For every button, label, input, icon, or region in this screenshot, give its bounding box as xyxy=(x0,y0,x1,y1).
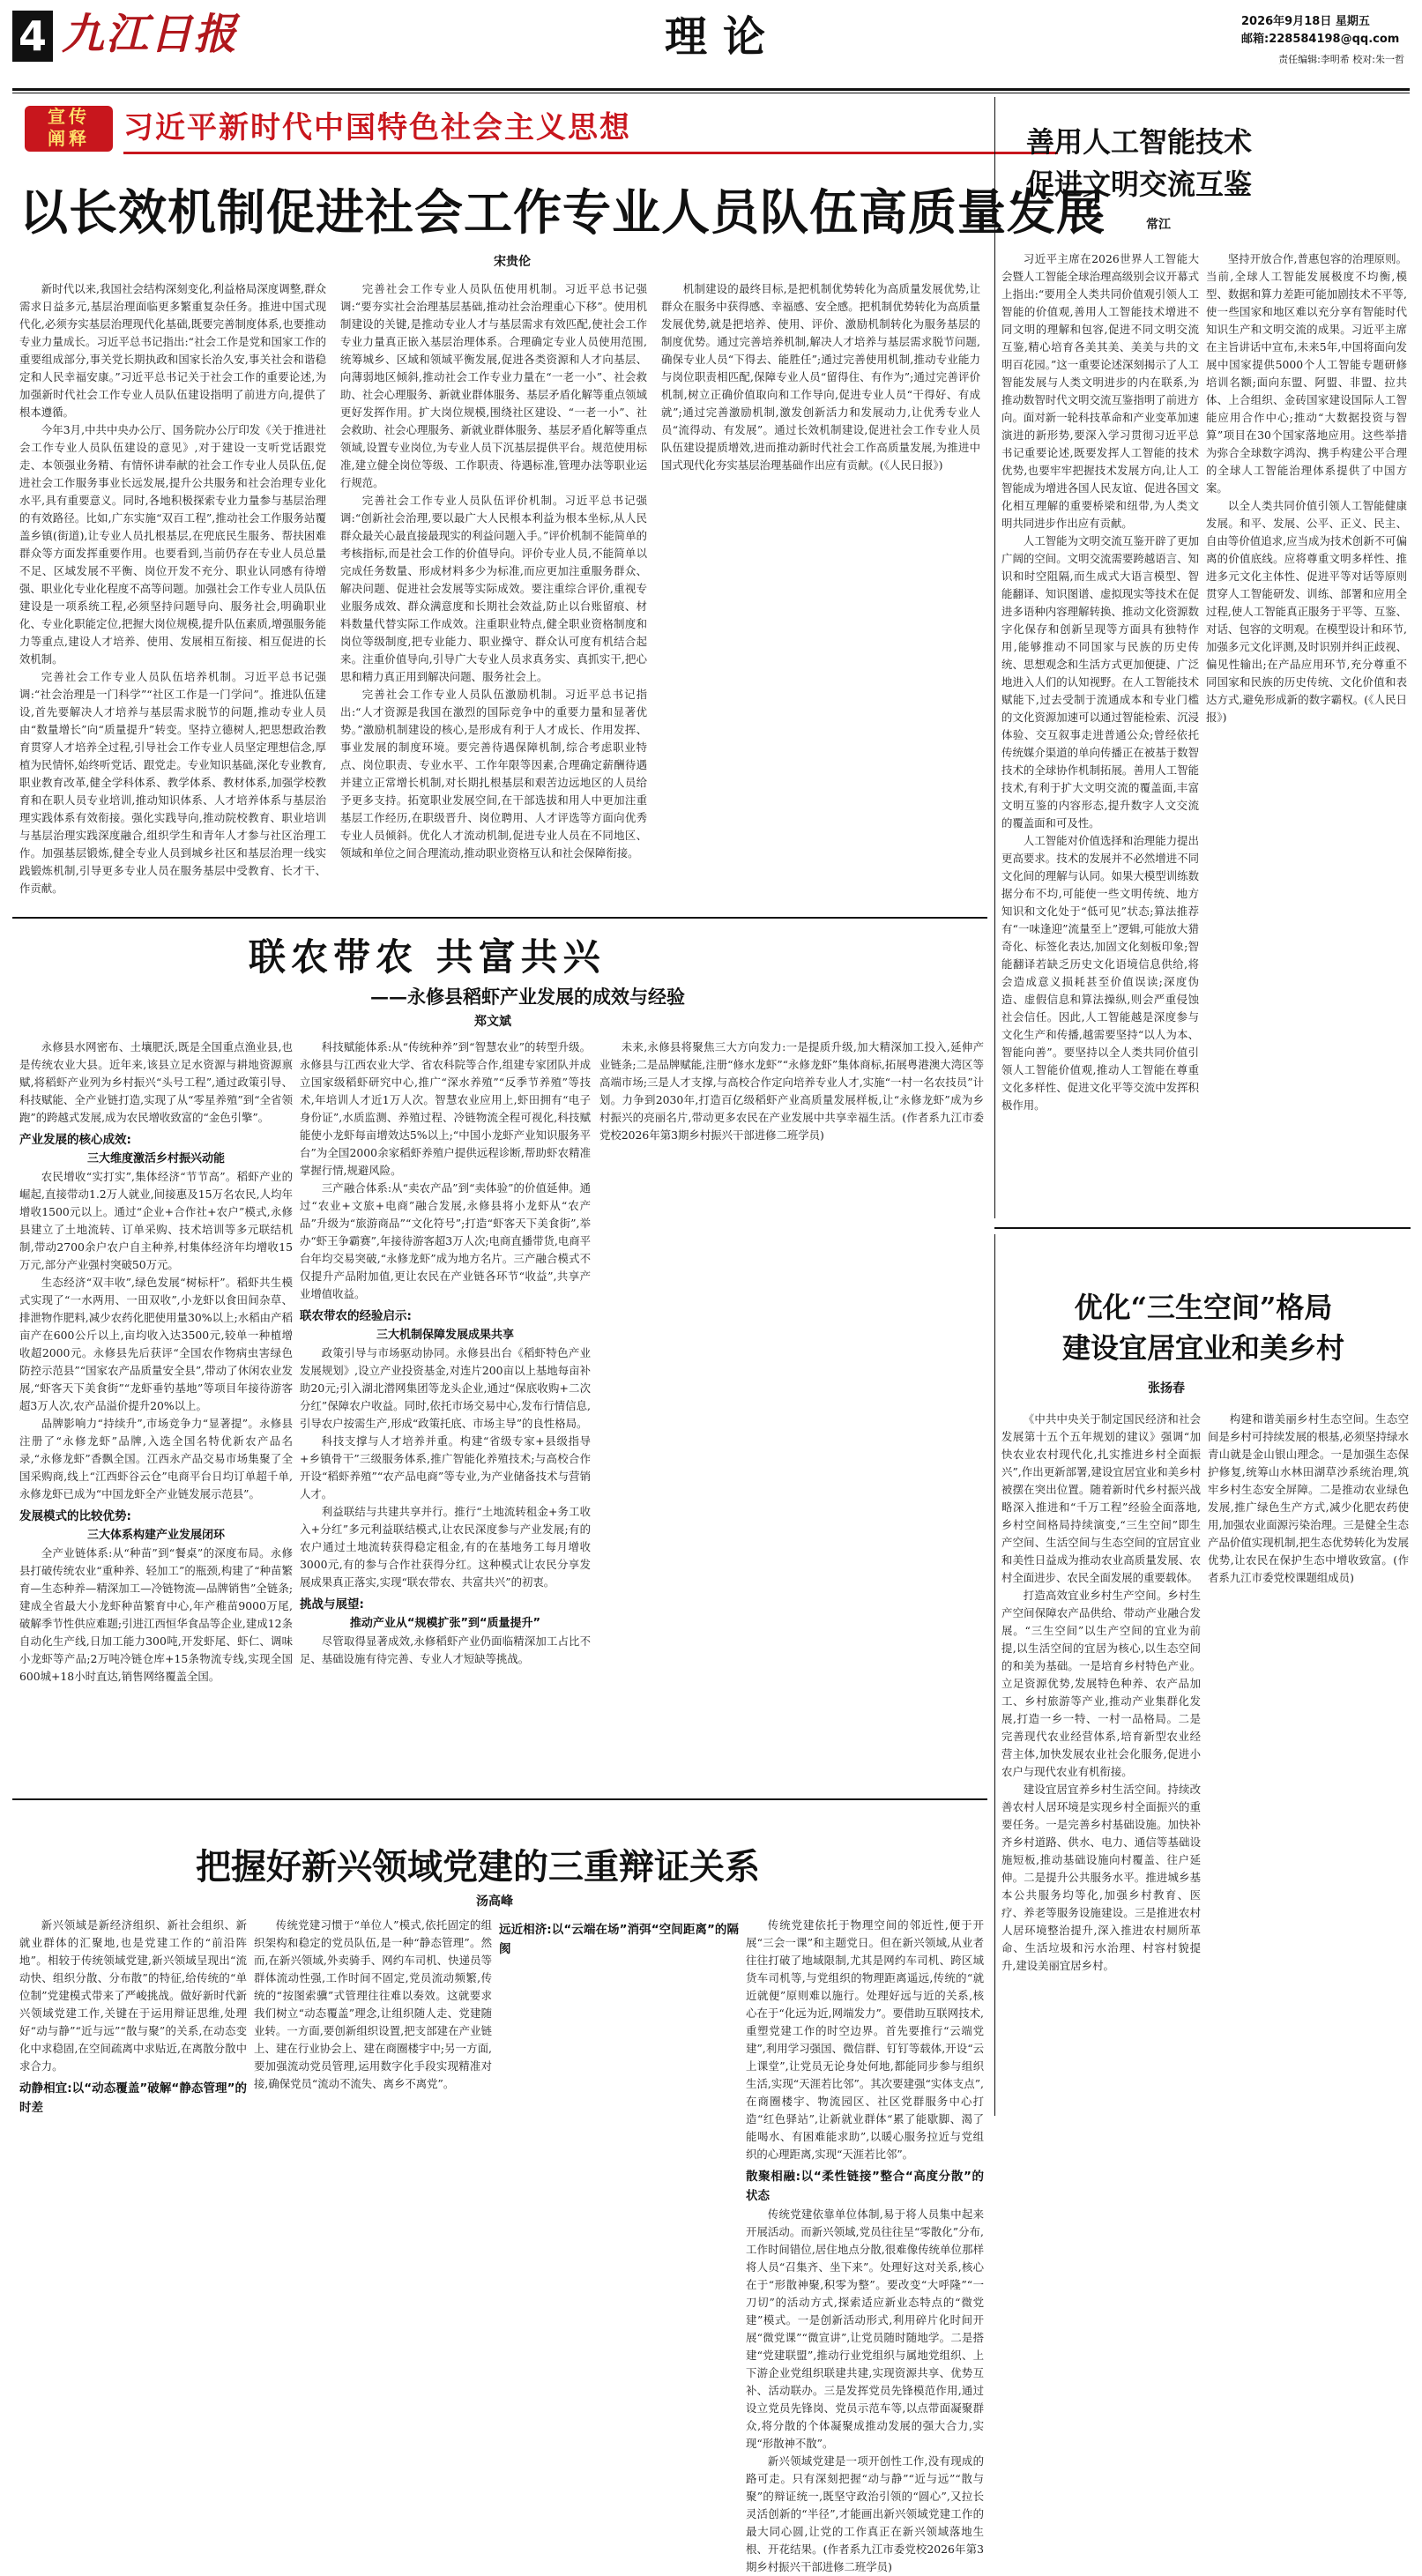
body-paragraph: 新兴领域党建是一项开创性工作,没有现成的路可走。只有深刻把握“动与静”“近与远”“散与聚”的辩证统一,既坚守政治引领的“圆心”,又拉长灵活创新的“半径”,才能画出新兴领域党建工作的最大同心圆,让党的工作真正在新兴领域落地生根、开花结果。(作者系九江市委党校2026年第3期乡村振兴干部进修二班学员) xyxy=(746,2454,984,2573)
article3-column-2 xyxy=(300,1039,591,1786)
body-paragraph: 三产融合体系:从“卖农产品”到“卖体验”的价值延伸。通过“农业+文旅+电商”融合发展,永修县将小龙虾从“农产品”升级为“旅游商品”“文化符号”;打造“虾客天下美食街”,举办“虾王争霸赛”,年接待游客超3万人次;电商直播带货,电商平台年均交易突破,“永修龙虾”成为地方名片。三产融合模式不仅提升产品附加值,更让农民在产业链各环节“收益”,共享产业增值收益。 xyxy=(300,1181,591,1300)
article3-subtitle: ——永修县稻虾产业发展的成效与经验 xyxy=(370,986,685,1008)
page-number: 4 xyxy=(12,11,53,62)
article4-column-2 xyxy=(1208,1411,1409,2116)
article4-author: 张扬春 xyxy=(1148,1381,1185,1396)
body-paragraph: 机制建设的最终目标,是把机制优势转化为高质量发展优势,让群众在服务中获得感、幸福感、安全感。把机制优势转化为高质量发展优势,就是把培养、使用、评价、激励机制转化为服务基层的制度优势。通过完善培养机制,解决人才培养与基层需求脱节问题,确保专业人员“下得去、能胜任”;通过完善使用机制,推动专业能力与岗位职责相匹配,保障专业人员“留得住、有作为”;通过完善评价机制,树立正确价值取向和工作导向,促进专业人员“干得好、有成就”;通过完善激励机制,激发创新活力和发展动力,让优秀专业人员“流得动、有发展”。通过长效机制建设,促进社会工作专业人员队伍建设提质增效,进而推动新时代社会工作高质量发展,为推进中国式现代化夯实基层治理基础作出应有贡献。(《人民日报》) xyxy=(661,282,980,472)
section-heading: 三大机制保障发展成果共享 xyxy=(376,1329,514,1342)
article2-author: 常江 xyxy=(1146,218,1171,232)
article4-column-1 xyxy=(1001,1411,1201,2116)
section-heading: 联农带农的经验启示: xyxy=(300,1309,412,1323)
article3-bottom-rule xyxy=(12,1798,987,1800)
body-paragraph: 完善社会工作专业人员队伍激励机制。习近平总书记指出:“人才资源是我国在激烈的国际竞争中的重要力量和显著优势。”激励机制建设的核心,是形成有利于人才成长、作用发挥、事业发展的制度环境。要完善待遇保障机制,综合考虑职业特点、岗位职责、专业水平、工作年限等因素,合理确定薪酬待遇并建立正常增长机制,对长期扎根基层和艰苦边远地区的人员给予更多支持。拓宽职业发展空间,在干部选拔和用人中更加注重基层工作经历,在职级晋升、岗位聘用、人才评选等方面向优秀专业人员倾斜。优化人才流动机制,促进专业人员在不同地区、领域和单位之间合理流动,推动职业资格互认和社会保障衔接。 xyxy=(340,688,647,860)
column-divider-right xyxy=(994,97,995,1218)
section-heading: 三大维度激活乡村振兴动能 xyxy=(86,1152,225,1165)
body-paragraph: 构建和谐美丽乡村生态空间。生态空间是乡村可持续发展的根基,必须坚持绿水青山就是金山银山理念。一是加强生态保护修复,统筹山水林田湖草沙系统治理,筑牢乡村生态安全屏障。二是推动农业绿色发展,推广绿色生产方式,减少化肥农药使用,加强农业面源污染治理。三是健全生态产品价值实现机制,把生态优势转化为发展优势,让农民在保护生态中增收致富。(作者系九江市委党校课题组成员) xyxy=(1208,1412,1409,1584)
article3-title: 联农带农 共富共兴 xyxy=(249,935,606,979)
banner-badge-line2: 阐释 xyxy=(48,128,90,149)
article2-bottom-rule xyxy=(994,1227,1411,1229)
article3-column-3 xyxy=(599,1039,984,1786)
banner-title: 习近平新时代中国特色社会主义思想 xyxy=(123,110,631,145)
masthead xyxy=(0,0,1422,88)
body-paragraph: 人工智能对价值选择和治理能力提出更高要求。技术的发展并不必然增进不同文化间的理解与认同。如果大模型训练数据分布不均,可能使一些文明传统、地方知识和文化处于“低可见”状态;算法推荐有“一味逢迎”流量至上”逻辑,可能放大猎奇化、标签化表达,加固文化刻板印象;智能翻译若缺乏历史文化语境信息供给,将会造成意义损耗甚至价值误读;深度伪造、虚假信息和算法操纵,则会严重侵蚀社会信任。因此,人工智能越是深度参与文化生产和传播,越需要坚持“以人为本、智能向善”。要坚持以全人类共同价值引领人工智能价值观,推动人工智能在尊重文化多样性、促进文化平等交流中发挥积极作用。 xyxy=(1001,834,1199,1112)
section-heading: 散聚相融:以“柔性链接”整合“高度分散”的状态 xyxy=(746,2170,984,2203)
body-paragraph: 新兴领域是新经济组织、新社会组织、新就业群体的汇聚地,也是党建工作的“前沿阵地”。相较于传统领域党建,新兴领域呈现出“流动快、组织分散、分布散”的特征,给传统的“单位制”党建模式带来了严峻挑战。做好新时代新兴领域党建工作,关键在于运用辩证思维,处理好“动与静”“近与远”“散与聚”的关系,在动态变化中求稳固,在空间疏离中求贴近,在离散分散中求合力。 xyxy=(19,1918,247,2073)
article2-column-2 xyxy=(1206,250,1407,1218)
section-heading: 挑战与展望: xyxy=(300,1597,364,1612)
body-paragraph: 生态经济“双丰收”,绿色发展“树标杆”。稻虾共生模式实现了“一水两用、一田双收”,小龙虾以食田间杂草、排泄物作肥料,减少农药化肥使用量30%以上;水稻由产稻亩产在600公斤以上,亩均收入达3500元,较单一种植增收超2000元。永修县先后获评“全国农作物病虫害绿色防控示范县”“国家农产品质量安全县”,带动了休闲农业发展,“虾客天下美食街”“龙虾垂钓基地”等项目年接待游客超3万人次,农产品溢价提升20%以上。 xyxy=(19,1276,293,1412)
article1-column-1 xyxy=(19,280,326,902)
body-paragraph: 品牌影响力“持续升”,市场竞争力“显著提”。永修县注册了“永修龙虾”品牌,入选全国名特优新农产品名录,“永修龙虾”香飘全国。江西永产品交易市场集聚了全国采购商,线上“江西虾谷云仓”电商平台日均订单超千单,永修龙虾已成为“中国龙虾全产业链发展示范县”。 xyxy=(19,1417,293,1500)
body-paragraph: 传统党建依托于物理空间的邻近性,便于开展“三会一课”和主题党日。但在新兴领域,从业者往往打破了地域限制,尤其是网约车司机、跨区域货车司机等,与党组织的物理距离遥远,传统的“就近就便”原则难以施行。处理好远与近的关系,核心在于“化远为近,网端发力”。要借助互联网技术,重塑党建工作的时空边界。首先要推行“云端党建”,利用学习强国、微信群、钉钉等载体,开设“云上课堂”,让党员无论身处何地,都能同步参与组织生活,实现“天涯若比邻”。其次要建强“实体支点”,在商圈楼宇、物流园区、社区党群服务中心打造“红色驿站”,让新就业群体“累了能歇脚、渴了能喝水、有困难能求助”,以暖心服务拉近与党组织的心理距离,实现“天涯若比邻”。 xyxy=(746,1918,984,2161)
article1-bottom-rule xyxy=(12,917,987,919)
body-paragraph: 人工智能为文明交流互鉴开辟了更加广阔的空间。文明交流需要跨越语言、知识和时空阻隔,而生成式大语言模型、智能翻译、知识图谱、虚拟现实等技术在促进多语种内容理解转换、推动文化资源数字化保存和创新呈现等方面具有独特作用,能够推动不同国家与民族的历史传统、思想观念和生活方式更加便捷、广泛地进入人们的认知视野。在人工智能技术赋能下,过去受制于流通成本和专业门槛的文化资源加速可以通过智能检索、沉浸体验、交互叙事走进普通公众;曾经依托传统媒介渠道的单向传播正在被基于数智技术的全球协作机制拓展。善用人工智能技术,有利于扩大文明交流的覆盖面,丰富文明互鉴的内容形态,提升数字人文交流的覆盖面和可及性。 xyxy=(1001,534,1199,830)
body-paragraph: 打造高效宜业乡村生产空间。乡村生产空间保障农产品供给、带动产业融合发展。“三生空间”以生产空间的宜业为前提,以生活空间的宜居为核心,以生态空间的和美为基础。一是培育乡村特色产业。立足资源优势,发展特色种养、农产品加工、乡村旅游等产业,推动产业集群化发展,打造一乡一特、一村一品格局。二是完善现代农业经营体系,培育新型农业经营主体,加快发展农业社会化服务,促进小农户与现代农业有机衔接。 xyxy=(1001,1589,1201,1778)
section-heading: 远近相济:以“云端在场”消弭“空间距离”的隔阂 xyxy=(499,1923,739,1956)
section-heading: 推动产业从“规模扩张”到“质量提升” xyxy=(349,1617,541,1630)
body-paragraph: 完善社会工作专业人员队伍使用机制。习近平总书记强调:“要夯实社会治理基层基础,推动社会治理重心下移”。使用机制建设的关键,是推动专业人才与基层需求有效匹配,使社会工作专业力量真正嵌入基层治理体系。合理确定专业人员使用范围,统筹城乡、区域和领域平衡发展,促进各类资源和人才向基层、向薄弱地区倾斜,推动社会工作专业力量在“一老一小”、社会救助、社会心理服务、新就业群体服务、基层矛盾化解等重点领域更好发挥作用。扩大岗位规模,围绕社区建设、“一老一小”、社会救助、社会心理服务、新就业群体服务、基层矛盾化解等重点领域,设置专业岗位,为专业人员下沉基层提供平台。规范使用标准,建立健全岗位等级、工作职责、待遇标准,管理办法等职业运行规范。 xyxy=(340,282,647,489)
banner-badge-line1: 宣传 xyxy=(48,106,90,127)
column-divider-lower-right xyxy=(994,1234,995,2116)
section-title: 理论 xyxy=(665,12,782,62)
body-paragraph: 尽管取得显著成效,永修稻虾产业仍面临精深加工占比不足、基础设施有待完善、专业人才短缺等挑战。 xyxy=(300,1634,591,1665)
issue-date: 2026年9月18日 星期五 xyxy=(1241,15,1370,28)
body-paragraph: 新时代以来,我国社会结构深刻变化,利益格局深度调整,群众需求日益多元,基层治理面临更多繁重复杂任务。推进中国式现代化,必须夯实基层治理现代化基础,既要完善制度体系,也要推动专业力量成长。习近平总书记指出:“社会工作是党和国家工作的重要组成部分,事关党长期执政和国家长治久安,事关社会和谐稳定和人民幸福安康。”习近平总书记关于社会工作的重要论述,为加强新时代社会工作专业人员队伍建设指明了前进方向,提供了根本遵循。 xyxy=(19,282,326,419)
body-paragraph: 以全人类共同价值引领人工智能健康发展。和平、发展、公平、正义、民主、自由等价值追求,应当成为技术创新不可偏离的价值底线。应将尊重文明多样性、推进多元文化主体性、促进平等对话等原则贯穿人工智能研发、训练、部署和应用全过程,使人工智能真正服务于平等、互鉴、对话、包容的文明观。在模型设计和环节,加强多元文化评测,及时识别并纠正歧视、偏见性输出;在产品应用环节,充分尊重不同国家和民族的历史传统、文化价值和表达方式,避免形成新的数字霸权。(《人民日报》) xyxy=(1206,499,1407,724)
section-heading: 三大体系构建产业发展闭环 xyxy=(86,1529,225,1542)
body-paragraph: 完善社会工作专业人员队伍培养机制。习近平总书记强调:“社会治理是一门科学”“社区工作是一门学问”。推进队伍建设,首先要解决人才培养与基层需求脱节的问题,推动专业人员由“数量增长”向“质量提升”转变。坚持立德树人,把思想政治教育贯穿人才培养全过程,引导社会工作专业人员坚定理想信念,厚植为民情怀,始终听党话、跟党走。专业知识基础,深化专业教育,职业教育改革,健全学科体系、教学体系、教材体系,加强学校教育和在职人员专业培训,推动知识体系、人才培养体系与基层治理实践体系有效衔接。强化实践导向,推动院校教育、职业培训与基层治理实践深度融合,组织学生和青年人才参与社区治理工作。加强基层锻炼,健全专业人员到城乡社区和基层治理一线实践锻炼机制,引导更多专业人员在服务基层中受教育、长才干、作贡献。 xyxy=(19,670,326,895)
article5-author: 汤高峰 xyxy=(476,1895,513,1909)
article1-column-2 xyxy=(340,280,647,902)
banner-badge xyxy=(25,106,113,152)
body-paragraph: 传统党建依靠单位体制,易于将人员集中起来开展活动。而新兴领域,党员往往呈“零散化”分布,工作时间错位,居住地点分散,很难像传统单位那样将人员“召集齐、坐下来”。处理好这对关系,核心在于“形散神聚,积零为整”。要改变“大呼隆”“一刀切”的活动方式,探索适应新业态特点的“微党建”模式。一是创新活动形式,利用碎片化时间开展“微党课”“微宣讲”,让党员随时随地学。二是搭建“党建联盟”,推动行业党组织与属地党组织、上下游企业党组织联建共建,实现资源共享、优势互补、活动联办。三是发挥党员先锋模范作用,通过设立党员先锋岗、党员示范车等,以点带面凝聚群众,将分散的个体凝聚成推动发展的强大合力,实现“形散神不散”。 xyxy=(746,2207,984,2450)
editor-credits: 责任编辑:李明希 校对:朱一哲 xyxy=(1278,54,1404,65)
body-paragraph: 政策引导与市场驱动协同。永修县出台《稻虾特色产业发展规划》,设立产业投资基金,对连片200亩以上基地每亩补助20元;引入湖北潜网集团等龙头企业,通过“保底收购+二次分红”保障农户收益。同时,依托市场交易中心,发布行情信息,引导农户按需生产,形成“政策托底、市场主导”的良性格局。 xyxy=(300,1346,591,1430)
article1-author: 宋贵伦 xyxy=(494,255,531,269)
body-paragraph: 今年3月,中共中央办公厅、国务院办公厅印发《关于推进社会工作专业人员队伍建设的意见》,对于建设一支听党话跟党走、本领强业务精、有情怀讲奉献的社会工作专业人员队伍,促进社会工作服务事业长远发展,提升公共服务和社会治理专业化水平,具有重要意义。同时,各地积极探索专业力量参与基层治理的有效路径。比如,广东实施“双百工程”,推动社会工作服务站覆盖乡镇(街道),让专业人员扎根基层,在兜底民生服务、帮扶困难群众等方面发挥重要作用。也要看到,当前仍存在专业人员总量不足、区域发展不平衡、岗位开发不充分、职业认同感有待增强、职业化专业化程度不高等问题。加强社会工作专业人员队伍建设是一项系统工程,必须坚持问题导向、服务社会,明确职业化、专业化职能定位,把握大岗位规模,提升队伍素质,增强服务能力等重点,建设人才培养、使用、发展相互衔接、相互促进的长效机制。 xyxy=(19,423,326,666)
article5-column-2 xyxy=(254,1917,492,2121)
article4-title-line2: 建设宜居宜业和美乡村 xyxy=(1061,1331,1344,1365)
body-paragraph: 完善社会工作专业人员队伍评价机制。习近平总书记强调:“创新社会治理,要以最广大人民根本利益为根本坐标,从人民群众最关心最直接最现实的利益问题入手。”评价机制不能简单的考核指标,而是社会工作的价值导向。评价专业人员,不能简单以完成任务数量、形成材料多少为标准,而应更加注重服务群众、解决问题、促进社会发展等实际成效。要注重综合评价,重视专业服务成效、群众满意度和长期社会效益,防止以台账留痕、材料数量代替实际工作成效。注重职业特点,健全职业资格制度和岗位等级制度,把专业能力、职业操守、群众认可度有机结合起来。注重价值导向,引导广大专业人员求真务实、真抓实干,把心思和精力真正用到解决问题、服务社会上。 xyxy=(340,494,647,683)
contact-email: 邮箱:228584198@qq.com xyxy=(1241,33,1400,46)
masthead-rule xyxy=(12,88,1410,91)
article2-column-1 xyxy=(1001,250,1199,1218)
newspaper-logo: 九江日报 xyxy=(62,10,239,59)
banner-underline xyxy=(123,152,1058,154)
article2-title-line1: 善用人工智能技术 xyxy=(1026,125,1253,159)
body-paragraph: 科技赋能体系:从“传统种养”到“智慧农业”的转型升级。永修县与江西农业大学、省农科院等合作,组建专家团队并成立国家级稻虾研究中心,推广“深水养殖”“反季节养殖”等技术,年培训人才近1万人次。智慧农业应用上,虾田拥有“电子身份证”,水质监测、养殖过程、冷链物流全程可视化,科技赋能使小龙虾每亩增效达5%以上;“中国小龙虾产业知识服务平台”为全国2000余家稻虾养殖户提供远程诊断,帮助虾农精准掌握行情,规避风险。 xyxy=(300,1040,591,1177)
article5-column-3 xyxy=(499,1917,739,2121)
section-heading: 动静相宜:以“动态覆盖”破解“静态管理”的时差 xyxy=(19,2081,247,2115)
body-paragraph: 习近平主席在2026世界人工智能大会暨人工智能全球治理高级别会议开幕式上指出:“要用全人类共同价值观引领人工智能的价值观,善用人工智能技术增进不同文明的理解和包容,促进不同文明交流互鉴,精心培育各美其美、美美与共的文明百花园。”这一重要论述深刻揭示了人工智能发展与人类文明进步的内在联系,为推动数智时代文明交流互鉴指明了前进方向。面对新一轮科技革命和产业变革加速演进的新形势,要深入学习贯彻习近平总书记重要论述,既要发挥人工智能的技术优势,也要牢牢把握技术发展方向,让人工智能成为增进各国人民友谊、促进各国文化相互理解的重要桥梁和纽带,为人类文明共同进步作出应有贡献。 xyxy=(1001,252,1199,530)
body-paragraph: 未来,永修县将聚焦三大方向发力:一是提质升级,加大精深加工投入,延伸产业链条;二是品牌赋能,注册“修水龙虾”“永修龙虾”集体商标,拓展粤港澳大湾区等高端市场;三是人才支撑,与高校合作定向培养专业人才,实施“一村一名农技员”计划。力争到2030年,打造百亿级稻虾产业高质量发展样板,让“永修龙虾”成为乡村振兴的亮丽名片,带动更多农民在产业发展中共享幸福生活。(作者系九江市委党校2026年第3期乡村振兴干部进修二班学员) xyxy=(599,1040,984,1142)
body-paragraph: 永修县水网密布、土壤肥沃,既是全国重点渔业县,也是传统农业大县。近年来,该县立足水资源与耕地资源禀赋,将稻虾产业列为乡村振兴“头号工程”,通过政策引导、科技赋能、全产业链打造,实现了从“零星养殖”到“全省领跑”的跨越式发展,成为农民增收致富的“金色引擎”。 xyxy=(19,1040,293,1124)
body-paragraph: 全产业链体系:从“种苗”到“餐桌”的深度布局。永修县打破传统农业“重种养、轻加工”的瓶颈,构建了“种苗繁育—生态种养—精深加工—冷链物流—品牌销售”全链条;建成全省最大小龙虾种苗繁育中心,年产稚苗9000万尾,破解季节性供应难题;引进江西恒华食品等企业,建成12条自动化生产线,日加工能力300吨,开发虾尾、虾仁、调味小龙虾等产品;2万吨冷链仓库+15条物流专线,实现全国600城+18小时直达,销售网络覆盖全国。 xyxy=(19,1546,293,1683)
article5-column-1 xyxy=(19,1917,247,2121)
section-heading: 发展模式的比较优势: xyxy=(19,1509,131,1523)
article2-title-line2: 促进文明交流互鉴 xyxy=(1026,168,1253,201)
article1-column-3 xyxy=(661,280,980,902)
article1-title: 以长效机制促进社会工作专业人员队伍高质量发展 xyxy=(19,183,1106,241)
body-paragraph: 传统党建习惯于“单位人”模式,依托固定的组织架构和稳定的党员队伍,是一种“静态管理”。然而,在新兴领域,外卖骑手、网约车司机、快递员等群体流动性强,工作时间不固定,党员流动频繁,传统的“按图索骥”式管理往往难以奏效。这就要求我们树立“动态覆盖”理念,让组织随人走、党建随业转。一方面,要创新组织设置,把支部建在产业链上、建在行业协会上、建在商圈楼宇中;另一方面,要加强流动党员管理,运用数字化手段实现精准对接,确保党员“流动不流失、离乡不离党”。 xyxy=(254,1918,492,2090)
body-paragraph: 建设宜居宜养乡村生活空间。持续改善农村人居环境是实现乡村全面振兴的重要任务。一是完善乡村基础设施。加快补齐乡村道路、供水、电力、通信等基础设施短板,推动基础设施向村覆盖、往户延伸。二是提升公共服务水平。推进城乡基本公共服务均等化,加强乡村教育、医疗、养老等服务设施建设。三是推进农村人居环境整治提升,深入推进农村厕所革命、生活垃圾和污水治理、村容村貌提升,建设美丽宜居乡村。 xyxy=(1001,1783,1201,1972)
body-paragraph: 坚持开放合作,普惠包容的治理原则。当前,全球人工智能发展极度不均衡,模型、数据和算力差距可能加剧技术不平等,使一些国家和地区难以充分享有智能时代知识生产和文明交流的成果。习近平主席在主旨讲话中宣布,未来5年,中国将面向发展中国家提供5000个人工智能专题研修培训名额;面向东盟、阿盟、非盟、拉共体、上合组织、金砖国家建设国际人工智能应用合作中心;推动“大数据投资与智算”项目在30个国家落地应用。这些举措为弥合全球数字鸿沟、携手构建公平合理的全球人工智能治理体系提供了中国方案。 xyxy=(1206,252,1407,495)
article4-title-line1: 优化“三生空间”格局 xyxy=(1074,1291,1333,1324)
article3-author: 郑文斌 xyxy=(474,1015,511,1029)
article3-column-1 xyxy=(19,1039,293,1786)
section-heading: 产业发展的核心成效: xyxy=(19,1133,131,1147)
theme-banner xyxy=(25,102,977,153)
article5-column-4 xyxy=(746,1917,984,2573)
body-paragraph: 农民增收“实打实”,集体经济“节节高”。稻虾产业的崛起,直接带动1.2万人就业,间接惠及15万名农民,人均年增收1500元以上。通过“企业+合作社+农户”模式,永修县建立了土地流转、订单采购、技术培训等多元联结机制,带动2700余户农户自主种养,村集体经济年均增收15万元,部分产业强村突破50万元。 xyxy=(19,1170,293,1271)
body-paragraph: 科技支撑与人才培养并重。构建“省级专家+县级指导+乡镇骨干”三级服务体系,推广智能化养殖技术;与高校合作开设“稻虾养殖”“农产品电商”等专业,为产业储备技术与营销人才。 xyxy=(300,1434,591,1500)
article5-title: 把握好新兴领域党建的三重辩证关系 xyxy=(196,1846,760,1887)
body-paragraph: 利益联结与共建共享并行。推行“土地流转租金+务工收入+分红”多元利益联结模式,让农民深度参与产业发展;有的农户通过土地流转获得稳定租金,有的在基地务工每月增收3000元,有的参与合作社获得分红。这种模式让农民分享发展成果真正落实,实现“联农带农、共富共兴”的初衷。 xyxy=(300,1505,591,1589)
body-paragraph: 《中共中央关于制定国民经济和社会发展第十五个五年规划的建议》强调“加快农业农村现代化,扎实推进乡村全面振兴”,作出更新部署,建设宜居宜业和美乡村被摆在突出位置。随着新时代乡村振兴战略深入推进和“千万工程”经验全面落地,乡村空间格局持续演变,“三生空间”即生产空间、生活空间与生态空间的宜居宜业和美性日益成为推动农业高质量发展、农村全面进步、农民全面发展的重要载体。 xyxy=(1001,1412,1201,1584)
